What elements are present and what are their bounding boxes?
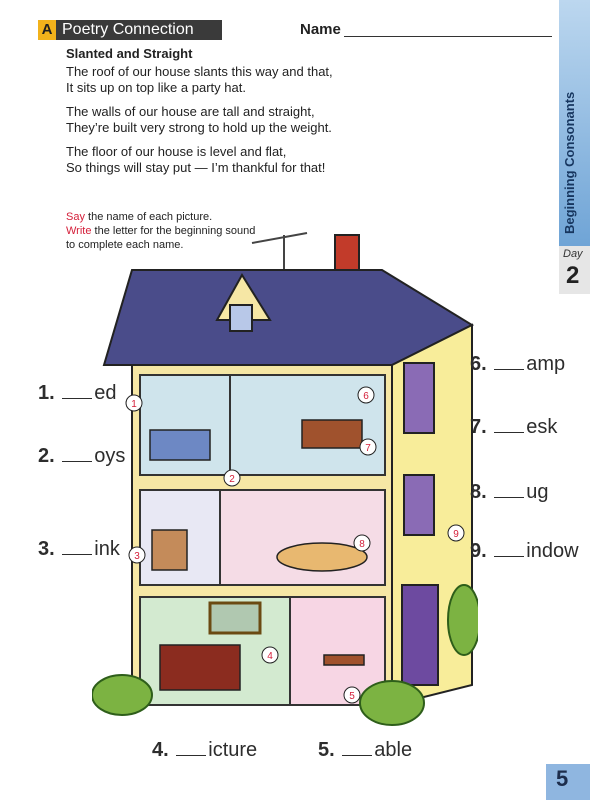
dormer-window: [230, 305, 252, 331]
item-5-table[interactable]: [318, 739, 412, 762]
poem-line: So things will stay put — I’m thankful for that!: [66, 160, 326, 175]
item-3-sink[interactable]: [38, 538, 120, 561]
poem: [66, 46, 366, 184]
item-8-rug[interactable]: [470, 481, 549, 504]
svg-text:4: 4: [267, 651, 273, 662]
item-suffix: ed: [94, 382, 117, 404]
answer-blank[interactable]: [494, 369, 524, 370]
item-suffix: ink: [94, 538, 120, 560]
svg-text:6: 6: [363, 391, 369, 402]
poem-stanza: [66, 144, 366, 176]
poem-line: It sits up on top like a party hat.: [66, 80, 246, 95]
item-number: 4.: [152, 739, 169, 761]
poem-line: The floor of our house is level and flat,: [66, 144, 287, 159]
item-4-picture[interactable]: [152, 739, 257, 762]
poem-line: The roof of our house slants this way and that,: [66, 64, 333, 79]
marker-4: [262, 647, 278, 663]
answer-blank[interactable]: [176, 755, 206, 756]
marker-6: [358, 387, 374, 403]
item-9-window[interactable]: [470, 540, 579, 563]
rug-icon: [277, 543, 367, 571]
bush-icon: [360, 681, 424, 725]
svg-text:8: 8: [359, 539, 365, 550]
poem-stanza: [66, 64, 366, 96]
svg-text:3: 3: [134, 551, 140, 562]
item-suffix: esk: [526, 416, 558, 438]
item-suffix: oys: [94, 445, 126, 467]
answer-blank[interactable]: [494, 556, 524, 557]
item-number: 5.: [318, 739, 335, 761]
page-number: 5: [556, 766, 569, 791]
item-suffix: amp: [526, 353, 566, 375]
bush-icon: [448, 585, 478, 655]
write-text: the letter for the beginning sound to complete each name.: [66, 225, 256, 251]
bush-icon: [92, 675, 152, 715]
item-suffix: indow: [526, 540, 579, 562]
desk-icon: [302, 420, 362, 448]
item-1-bed[interactable]: [38, 382, 117, 405]
section-badge: A: [38, 20, 56, 40]
marker-1: [126, 395, 142, 411]
window-icon: [404, 363, 434, 433]
svg-text:2: 2: [229, 474, 235, 485]
item-number: 9.: [470, 540, 487, 562]
svg-text:1: 1: [131, 399, 137, 410]
say-text: the name of each picture.: [84, 211, 213, 223]
marker-3: [129, 547, 145, 563]
marker-2: [224, 470, 240, 486]
poem-title: Slanted and Straight: [66, 46, 193, 61]
marker-7: [360, 439, 376, 455]
marker-8: [354, 535, 370, 551]
marker-9: [448, 525, 464, 541]
answer-blank[interactable]: [62, 554, 92, 555]
side-tab-title: Beginning Consonants: [562, 91, 577, 235]
house-illustration: [92, 225, 478, 735]
poem-line: The walls of our house are tall and straight,: [66, 104, 315, 119]
item-2-toys[interactable]: [38, 445, 125, 468]
poem-line: They’re built very strong to hold up the weight.: [66, 120, 332, 135]
couch-icon: [160, 645, 240, 690]
svg-text:5: 5: [349, 691, 355, 702]
section-title: Poetry Connection: [56, 20, 222, 40]
window-icon: [404, 475, 434, 535]
door-icon: [402, 585, 438, 685]
answer-blank[interactable]: [62, 398, 92, 399]
table-icon: [324, 655, 364, 665]
item-number: 7.: [470, 416, 487, 438]
item-number: 8.: [470, 481, 487, 503]
item-number: 6.: [470, 353, 487, 375]
roof: [104, 270, 472, 365]
day-number: 2: [566, 262, 580, 289]
name-line[interactable]: [344, 36, 552, 37]
answer-blank[interactable]: [494, 432, 524, 433]
answer-blank[interactable]: [494, 497, 524, 498]
item-number: 2.: [38, 445, 55, 467]
svg-text:7: 7: [365, 443, 371, 454]
answer-blank[interactable]: [342, 755, 372, 756]
poem-stanza: [66, 104, 366, 136]
day-label: Day: [563, 248, 583, 260]
item-number: 3.: [38, 538, 55, 560]
sink-icon: [152, 530, 187, 570]
item-6-lamp[interactable]: [470, 353, 565, 376]
answer-blank[interactable]: [62, 461, 92, 462]
say-keyword: Say: [66, 211, 85, 223]
marker-5: [344, 687, 360, 703]
write-keyword: Write: [66, 225, 92, 237]
name-label: Name: [300, 21, 341, 38]
item-7-desk[interactable]: [470, 416, 557, 439]
item-suffix: ug: [526, 481, 549, 503]
svg-text:9: 9: [453, 529, 459, 540]
picture-icon: [210, 603, 260, 633]
item-number: 1.: [38, 382, 55, 404]
item-suffix: able: [374, 739, 413, 761]
bed-icon: [150, 430, 210, 460]
item-suffix: icture: [208, 739, 258, 761]
